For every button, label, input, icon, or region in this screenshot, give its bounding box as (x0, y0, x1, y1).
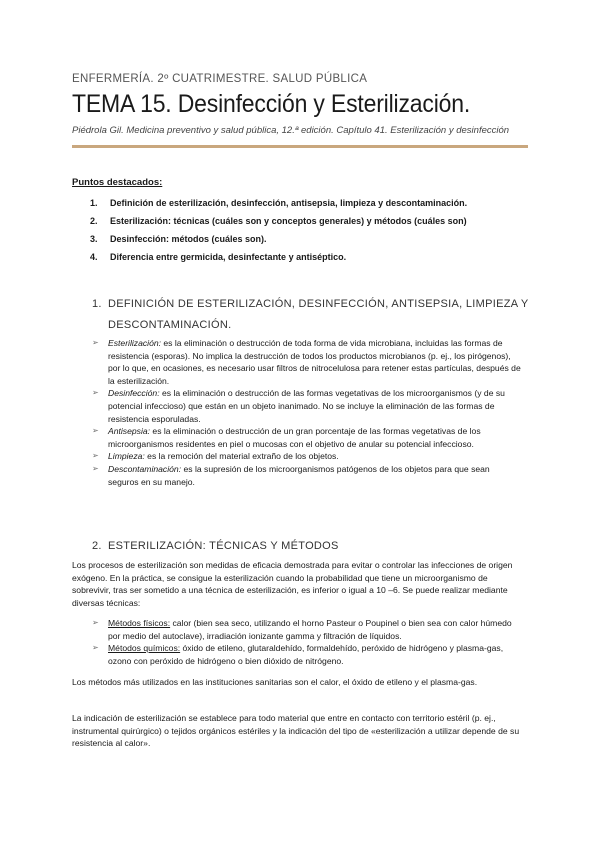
highlights-list (90, 197, 467, 269)
arrow-bullet-icon: ➢ (92, 451, 99, 461)
indication-paragraph: La indicación de esterilización se establece para todo material que entre en contacto con territorio estéril (p. ej., instrumental quirúrgico) o tejidos orgánicos estériles y la indicación del tipo de «esterilización a utilizar depende de su resistencia al calor». (72, 713, 520, 749)
list-item: ➢ Antisepsia: es la eliminación o destrucción de un gran porcentaje de las formas vegetativas de los microorganismos residentes en piel o mucosas con el objetivo de anular su potencial infeccioso. (92, 426, 481, 449)
methods-list (92, 617, 522, 667)
arrow-bullet-icon: ➢ (92, 338, 99, 347)
intro-paragraph: Los procesos de esterilización son medidas de eficacia demostrada para evitar o controlar las infecciones de origen exógeno. En la práctica, se consigue la esterilización cuando la probabilidad que tiene un microorganismo de sobrevivir, tras ser sometido a una técnica de esterilización, es inferior o igual a 10 –6. Se puede realizar mediante diversas técnicas: (72, 560, 513, 608)
list-item: ➢ Métodos físicos: calor (bien sea seco, utilizando el horno Pasteur o Poupinel o bien sea con calor húmedo por medio del autoclave), irradiación ionizante gamma y filtración de líquidos. (92, 618, 512, 641)
course-header: ENFERMERÍA. 2º CUATRIMESTRE. SALUD PÚBLICA (72, 73, 368, 85)
list-item: ➢ Descontaminación: es la supresión de los microorganismos patógenos de los objetos para que sean seguros en su manejo. (92, 463, 490, 487)
list-item: ➢ Limpieza: es la remoción del material extraño de los objetos. (92, 451, 339, 462)
arrow-bullet-icon: ➢ (92, 463, 99, 473)
page-title: TEMA 15. Desinfección y Esterilización. (72, 90, 471, 118)
arrow-bullet-icon: ➢ (92, 388, 99, 398)
list-item: 1. Definición de esterilización, desinfección, antisepsia, limpieza y descontaminación. (90, 198, 468, 208)
definitions-list (92, 337, 522, 488)
list-item: ➢ Esterilización: es la eliminación o destrucción de toda forma de vida microbiana, incluidas las formas de resistencia (esporas). No implica la destrucción de todos los productos microbianos (p. ej., los pirógenos), por lo que, en ocasiones, es necesario usar filtros de nitrocelulosa para retener estas partículas, después de la esterilización. (92, 338, 521, 386)
header-divider (72, 145, 528, 148)
arrow-bullet-icon: ➢ (92, 618, 99, 627)
highlights-heading: Puntos destacados: (72, 177, 163, 188)
list-item: ➢ Métodos químicos: óxido de etileno, glutaraldehído, formaldehído, peróxido de hidrógeno y plasma-gas, ozono con peróxido de hidrógeno o bien dióxido de nitrógeno. (92, 643, 504, 666)
section-heading: 1. DEFINICIÓN DE ESTERILIZACIÓN, DESINFECCIÓN, ANTISEPSIA, LIMPIEZA Y DESCONTAMINACIÓN. (92, 298, 529, 331)
arrow-bullet-icon: ➢ (92, 643, 99, 653)
common-methods-paragraph: Los métodos más utilizados en las instituciones sanitarias son el calor, el óxido de etileno y el plasma-gas. (72, 677, 478, 687)
list-item: 3. Desinfección: métodos (cuáles son). (90, 234, 267, 244)
source-citation: Piédrola Gil. Medicina preventivo y salud pública, 12.ª edición. Capítulo 41. Esterilización y desinfección (72, 125, 510, 136)
section-heading: 2. ESTERILIZACIÓN: TÉCNICAS Y MÉTODOS (92, 540, 339, 552)
list-item: 2. Esterilización: técnicas (cuáles son y conceptos generales) y métodos (cuáles son) (90, 216, 467, 226)
arrow-bullet-icon: ➢ (92, 426, 99, 436)
list-item: 4. Diferencia entre germicida, desinfectante y antiséptico. (90, 252, 347, 262)
list-item: ➢ Desinfección: es la eliminación o destrucción de las formas vegetativas de los microorganismos (y de su potencial infeccioso) que están en un objeto inanimado. No se incluye la eliminación de las formas de resistencia esporuladas. (92, 388, 505, 424)
